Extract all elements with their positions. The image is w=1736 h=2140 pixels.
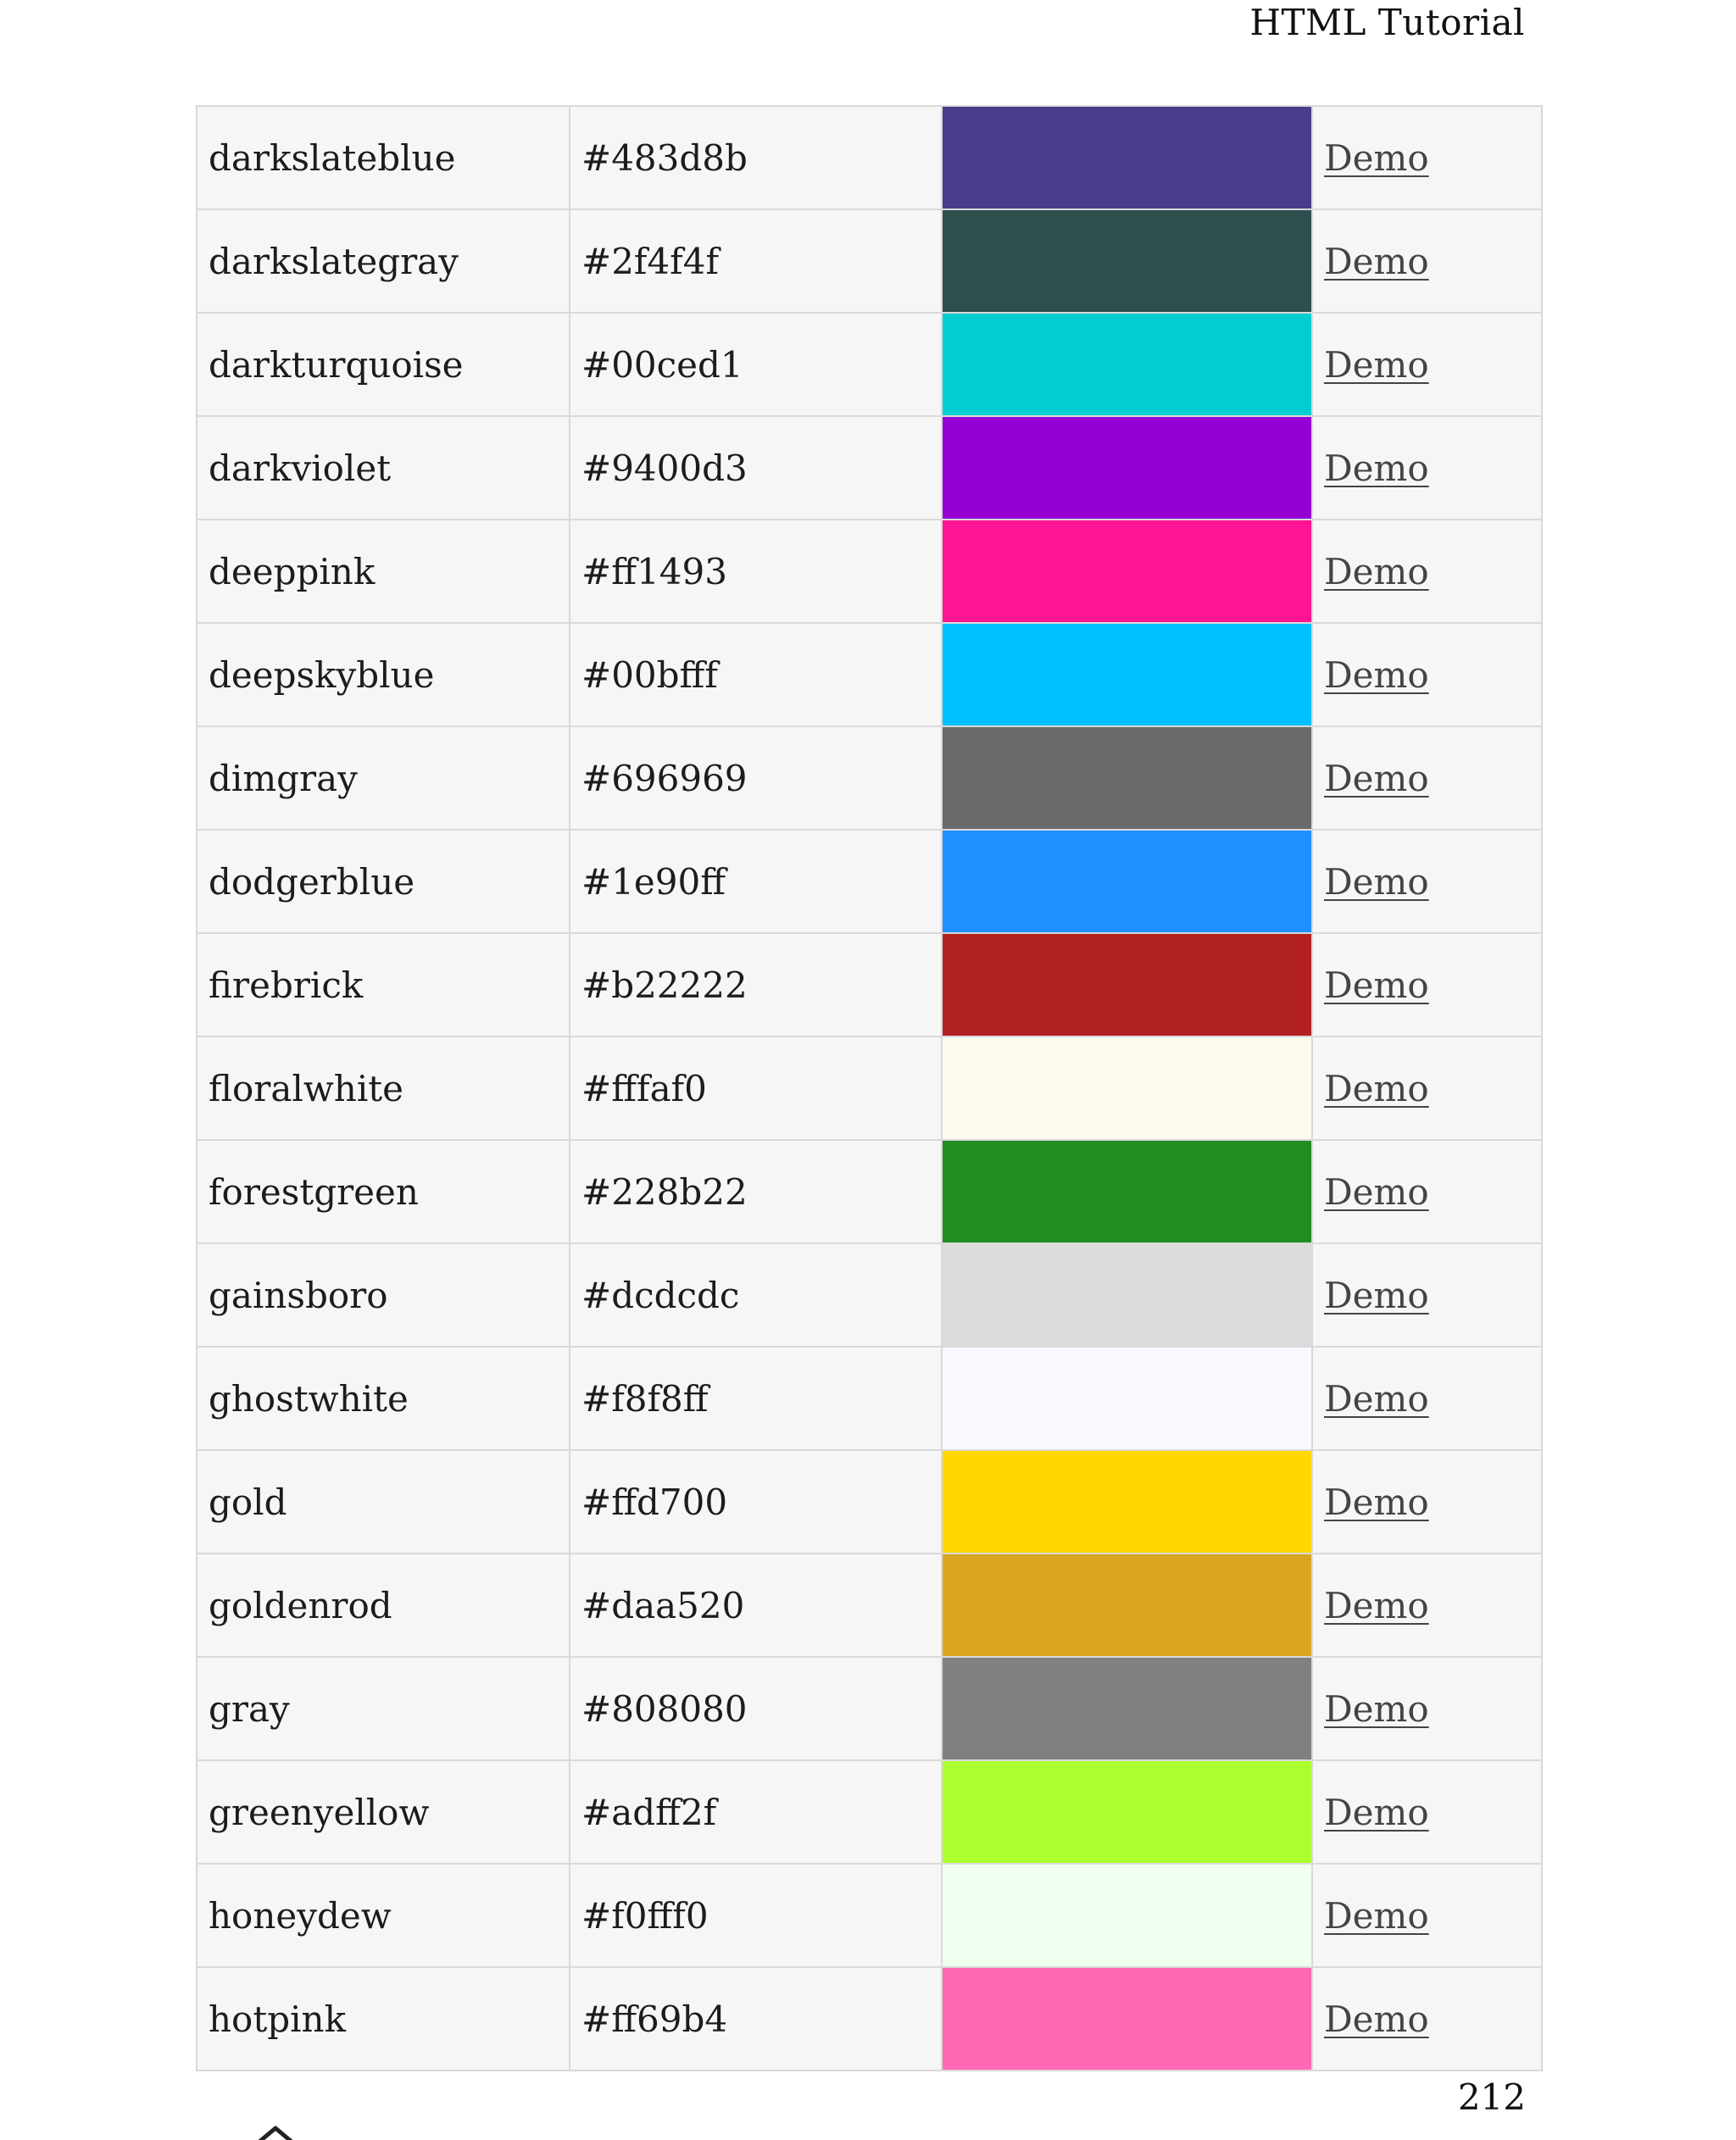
demo-cell xyxy=(1312,1864,1542,1967)
table-row xyxy=(197,1243,1542,1347)
color-hex-cell: #daa520 xyxy=(570,1554,942,1657)
color-hex-cell: #ff1493 xyxy=(570,520,942,623)
table-row xyxy=(197,1967,1542,2071)
table-row xyxy=(197,1450,1542,1554)
color-swatch xyxy=(943,831,1311,932)
table-row xyxy=(197,416,1542,520)
table-row xyxy=(197,520,1542,623)
demo-link[interactable]: Demo xyxy=(1324,1377,1429,1420)
demo-cell xyxy=(1312,933,1542,1037)
demo-cell xyxy=(1312,1243,1542,1347)
table-row xyxy=(197,1760,1542,1864)
color-name-cell: gainsboro xyxy=(197,1243,570,1347)
color-hex-cell: #ff69b4 xyxy=(570,1967,942,2071)
color-name-cell: goldenrod xyxy=(197,1554,570,1657)
demo-link[interactable]: Demo xyxy=(1324,1687,1429,1730)
color-swatch-cell xyxy=(942,1760,1312,1864)
color-hex-cell: #fffaf0 xyxy=(570,1037,942,1140)
page-number: 212 xyxy=(1457,2076,1526,2118)
color-hex-cell: #dcdcdc xyxy=(570,1243,942,1347)
color-swatch xyxy=(943,520,1311,622)
color-swatch-cell xyxy=(942,1554,1312,1657)
color-name-cell: gold xyxy=(197,1450,570,1554)
color-swatch-cell xyxy=(942,830,1312,933)
color-swatch-cell xyxy=(942,209,1312,313)
color-name-cell: gray xyxy=(197,1657,570,1760)
color-name-cell: floralwhite xyxy=(197,1037,570,1140)
demo-link[interactable]: Demo xyxy=(1324,1170,1429,1213)
demo-cell xyxy=(1312,1347,1542,1450)
demo-cell xyxy=(1312,416,1542,520)
demo-link[interactable]: Demo xyxy=(1324,964,1429,1006)
color-swatch-cell xyxy=(942,1450,1312,1554)
color-swatch xyxy=(943,1658,1311,1759)
page-header-title: HTML Tutorial xyxy=(1249,2,1525,43)
demo-link[interactable]: Demo xyxy=(1324,1998,1429,2040)
color-name-cell: darkturquoise xyxy=(197,313,570,416)
color-swatch xyxy=(943,727,1311,829)
table-row xyxy=(197,623,1542,726)
demo-link[interactable]: Demo xyxy=(1324,1481,1429,1523)
color-name-cell: darkslateblue xyxy=(197,106,570,209)
color-swatch-cell xyxy=(942,106,1312,209)
demo-link[interactable]: Demo xyxy=(1324,240,1429,282)
demo-cell xyxy=(1312,313,1542,416)
table-row xyxy=(197,1554,1542,1657)
demo-link[interactable]: Demo xyxy=(1324,550,1429,592)
color-name-cell: forestgreen xyxy=(197,1140,570,1243)
color-swatch-cell xyxy=(942,1864,1312,1967)
color-swatch-cell xyxy=(942,1967,1312,2071)
color-swatch-cell xyxy=(942,1657,1312,1760)
color-swatch xyxy=(943,1244,1311,1346)
color-swatch xyxy=(943,314,1311,415)
table-row xyxy=(197,1864,1542,1967)
color-hex-cell: #00bfff xyxy=(570,623,942,726)
color-swatch xyxy=(943,1037,1311,1139)
color-swatch xyxy=(943,417,1311,519)
color-swatch-cell xyxy=(942,623,1312,726)
table-row xyxy=(197,830,1542,933)
color-hex-cell: #ffd700 xyxy=(570,1450,942,1554)
color-hex-cell: #f8f8ff xyxy=(570,1347,942,1450)
color-table xyxy=(196,105,1543,2071)
color-swatch-cell xyxy=(942,1037,1312,1140)
table-row xyxy=(197,313,1542,416)
demo-link[interactable]: Demo xyxy=(1324,1894,1429,1937)
color-name-cell: darkviolet xyxy=(197,416,570,520)
demo-link[interactable]: Demo xyxy=(1324,447,1429,489)
color-swatch xyxy=(943,107,1311,208)
color-swatch xyxy=(943,1141,1311,1242)
demo-link[interactable]: Demo xyxy=(1324,860,1429,903)
color-swatch xyxy=(943,1968,1311,2070)
color-swatch xyxy=(943,934,1311,1036)
color-swatch-cell xyxy=(942,933,1312,1037)
color-name-cell: ghostwhite xyxy=(197,1347,570,1450)
color-hex-cell: #00ced1 xyxy=(570,313,942,416)
demo-cell xyxy=(1312,1554,1542,1657)
color-swatch-cell xyxy=(942,416,1312,520)
demo-link[interactable]: Demo xyxy=(1324,1791,1429,1833)
table-row xyxy=(197,933,1542,1037)
color-swatch xyxy=(943,1554,1311,1656)
color-swatch xyxy=(943,1451,1311,1553)
table-row xyxy=(197,209,1542,313)
color-swatch-cell xyxy=(942,1243,1312,1347)
color-swatch xyxy=(943,1348,1311,1449)
color-name-cell: firebrick xyxy=(197,933,570,1037)
chevron-up-icon[interactable] xyxy=(254,2123,297,2140)
demo-cell xyxy=(1312,106,1542,209)
table-row xyxy=(197,1140,1542,1243)
color-swatch-cell xyxy=(942,1140,1312,1243)
color-name-cell: deeppink xyxy=(197,520,570,623)
demo-link[interactable]: Demo xyxy=(1324,136,1429,179)
demo-cell xyxy=(1312,209,1542,313)
color-name-cell: darkslategray xyxy=(197,209,570,313)
table-row xyxy=(197,726,1542,830)
color-swatch-cell xyxy=(942,726,1312,830)
color-hex-cell: #483d8b xyxy=(570,106,942,209)
color-hex-cell: #228b22 xyxy=(570,1140,942,1243)
color-hex-cell: #696969 xyxy=(570,726,942,830)
color-name-cell: deepskyblue xyxy=(197,623,570,726)
color-hex-cell: #b22222 xyxy=(570,933,942,1037)
color-name-cell: dodgerblue xyxy=(197,830,570,933)
color-hex-cell: #adff2f xyxy=(570,1760,942,1864)
table-row xyxy=(197,1347,1542,1450)
demo-cell xyxy=(1312,1037,1542,1140)
color-swatch xyxy=(943,210,1311,312)
demo-link[interactable]: Demo xyxy=(1324,1274,1429,1316)
demo-cell xyxy=(1312,623,1542,726)
demo-cell xyxy=(1312,1657,1542,1760)
color-swatch xyxy=(943,1761,1311,1863)
color-swatch xyxy=(943,1865,1311,1966)
color-swatch-cell xyxy=(942,313,1312,416)
demo-cell xyxy=(1312,1450,1542,1554)
demo-link[interactable]: Demo xyxy=(1324,757,1429,799)
demo-cell xyxy=(1312,520,1542,623)
color-name-cell: dimgray xyxy=(197,726,570,830)
table-row xyxy=(197,106,1542,209)
color-name-cell: greenyellow xyxy=(197,1760,570,1864)
demo-cell xyxy=(1312,830,1542,933)
demo-link[interactable]: Demo xyxy=(1324,1584,1429,1626)
color-swatch-cell xyxy=(942,1347,1312,1450)
table-row xyxy=(197,1657,1542,1760)
color-name-cell: hotpink xyxy=(197,1967,570,2071)
color-swatch-cell xyxy=(942,520,1312,623)
color-hex-cell: #9400d3 xyxy=(570,416,942,520)
color-hex-cell: #1e90ff xyxy=(570,830,942,933)
demo-cell xyxy=(1312,1140,1542,1243)
demo-cell xyxy=(1312,726,1542,830)
color-table-body xyxy=(197,106,1542,2071)
table-row xyxy=(197,1037,1542,1140)
demo-link[interactable]: Demo xyxy=(1324,343,1429,386)
demo-cell xyxy=(1312,1967,1542,2071)
demo-link[interactable]: Demo xyxy=(1324,653,1429,696)
color-swatch xyxy=(943,624,1311,725)
demo-link[interactable]: Demo xyxy=(1324,1067,1429,1109)
color-hex-cell: #2f4f4f xyxy=(570,209,942,313)
color-name-cell: honeydew xyxy=(197,1864,570,1967)
color-hex-cell: #f0fff0 xyxy=(570,1864,942,1967)
color-hex-cell: #808080 xyxy=(570,1657,942,1760)
demo-cell xyxy=(1312,1760,1542,1864)
